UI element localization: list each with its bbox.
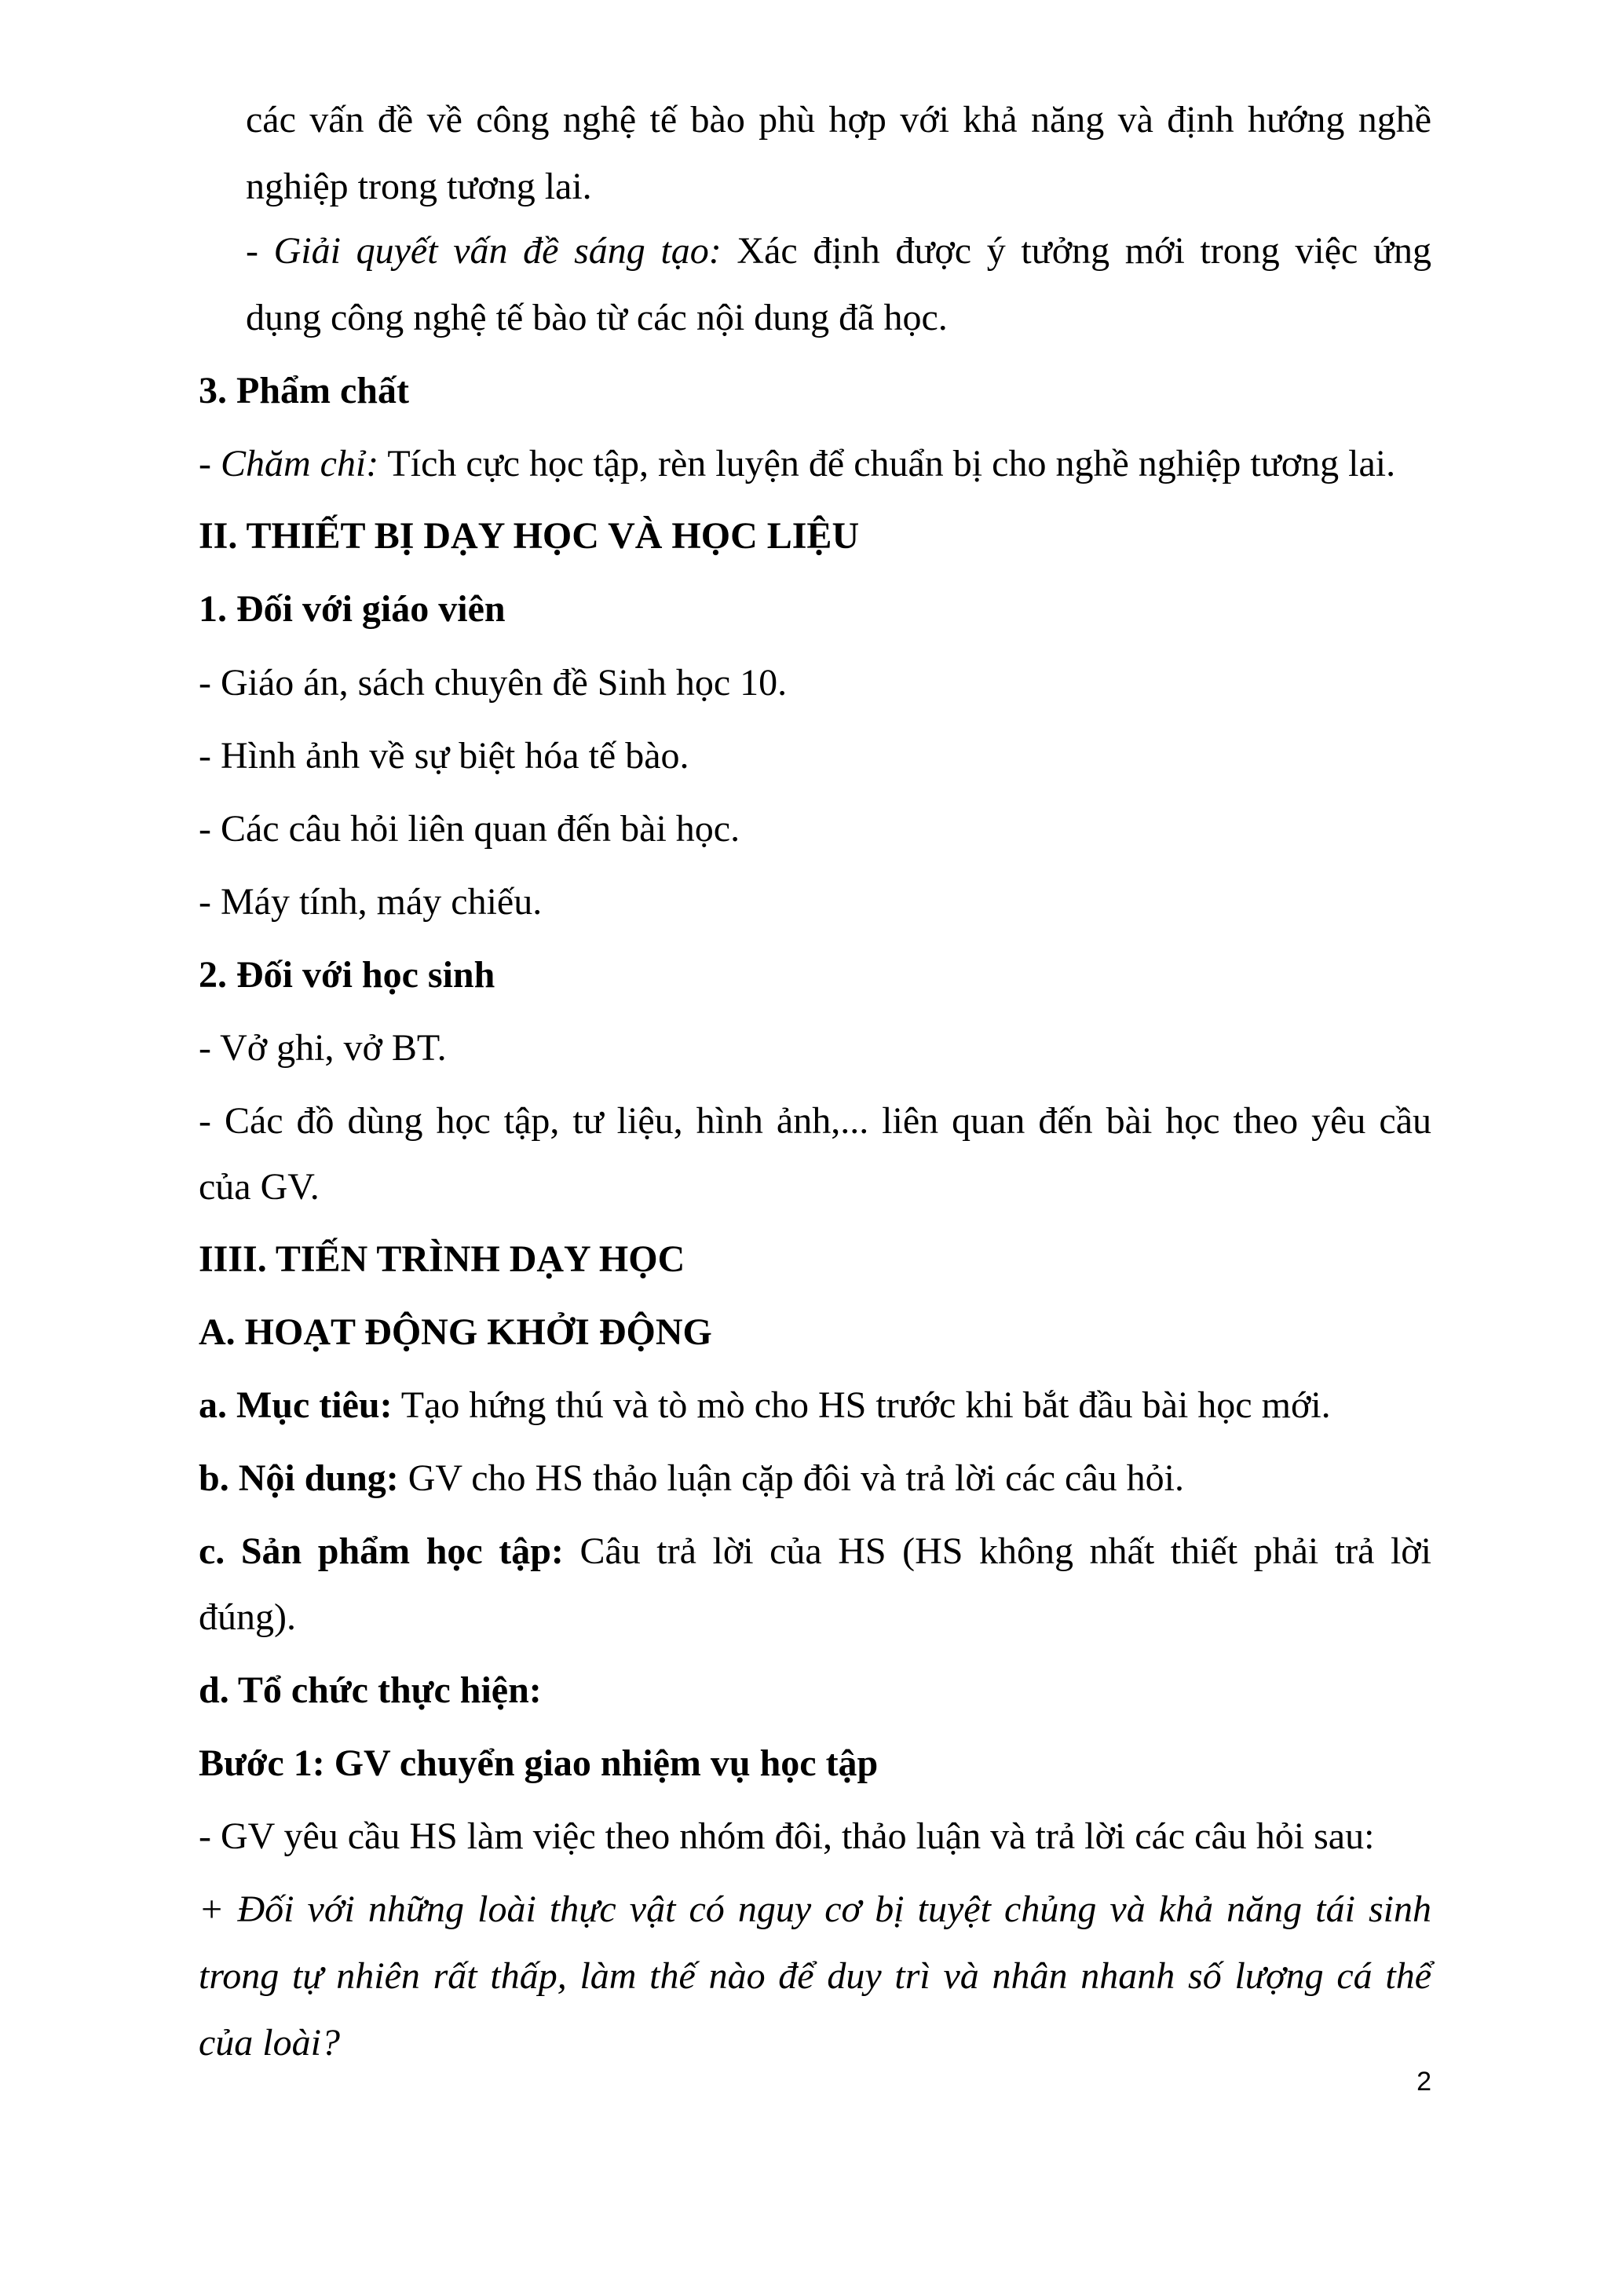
paragraph-line bbox=[199, 442, 1431, 486]
text: nghiệp trong tương lai. bbox=[246, 166, 592, 207]
paragraph-line bbox=[199, 1457, 1431, 1501]
text: - Máy tính, máy chiếu. bbox=[199, 881, 543, 923]
text: của GV. bbox=[199, 1166, 320, 1208]
label: b. Nội dung: bbox=[199, 1457, 399, 1499]
text: - Các đồ dùng học tập, tư liệu, hình ảnh,... liên quan đến bài học theo yêu cầu bbox=[199, 1100, 1431, 1142]
section-heading bbox=[199, 1311, 1431, 1355]
question-line bbox=[199, 1954, 1431, 1998]
section-heading bbox=[199, 1238, 1431, 1281]
label: a. Mục tiêu: bbox=[199, 1384, 393, 1426]
question-line bbox=[199, 1888, 1431, 1932]
paragraph-line bbox=[199, 1165, 1431, 1209]
list-item bbox=[199, 807, 1431, 851]
heading-text: 3. Phẩm chất bbox=[199, 370, 409, 411]
list-item bbox=[199, 734, 1431, 778]
paragraph-line bbox=[199, 1384, 1431, 1428]
text: - bbox=[199, 443, 221, 484]
list-item bbox=[199, 880, 1431, 924]
italic-text: + Đối với những loài thực vật có nguy cơ bị tuyệt chủng và khả năng tái sinh bbox=[199, 1888, 1431, 1930]
section-heading bbox=[199, 369, 1431, 413]
text: Tích cực học tập, rèn luyện để chuẩn bị cho nghề nghiệp tương lai. bbox=[378, 443, 1396, 484]
text: đúng). bbox=[199, 1596, 296, 1638]
step-heading bbox=[199, 1742, 1431, 1786]
text: các vấn đề về công nghệ tế bào phù hợp với khả năng và định hướng nghề bbox=[246, 99, 1431, 141]
paragraph-line bbox=[246, 296, 1431, 340]
text: Câu trả lời của HS (HS không nhất thiết phải trả lời bbox=[563, 1530, 1431, 1572]
list-item bbox=[199, 661, 1431, 705]
label: c. Sản phẩm học tập: bbox=[199, 1530, 564, 1572]
text: - Hình ảnh về sự biệt hóa tế bào. bbox=[199, 735, 689, 777]
subsection-heading bbox=[199, 953, 1431, 997]
text: - Vở ghi, vở BT. bbox=[199, 1027, 447, 1069]
heading-text: Bước 1: GV chuyển giao nhiệm vụ học tập bbox=[199, 1742, 879, 1784]
paragraph-line bbox=[246, 98, 1431, 142]
paragraph-line bbox=[199, 1815, 1431, 1859]
heading-text: d. Tổ chức thực hiện: bbox=[199, 1669, 542, 1711]
subsection-heading bbox=[199, 1669, 1431, 1713]
heading-text: 2. Đối với học sinh bbox=[199, 954, 495, 996]
italic-text: trong tự nhiên rất thấp, làm thế nào để duy trì và nhân nhanh số lượng cá thể bbox=[199, 1955, 1431, 1997]
section-heading bbox=[199, 514, 1431, 558]
page-number: 2 bbox=[1416, 2067, 1431, 2097]
subsection-heading bbox=[199, 587, 1431, 631]
list-item bbox=[199, 1099, 1431, 1143]
text: Tạo hứng thú và tò mò cho HS trước khi bắt đầu bài học mới. bbox=[392, 1384, 1331, 1426]
question-line bbox=[199, 2021, 1431, 2065]
heading-text: A. HOẠT ĐỘNG KHỞI ĐỘNG bbox=[199, 1311, 712, 1353]
text: Xác định được ý tưởng mới trong việc ứng bbox=[721, 230, 1432, 272]
paragraph-line bbox=[199, 1530, 1431, 1574]
paragraph-line bbox=[246, 165, 1431, 209]
text: GV cho HS thảo luận cặp đôi và trả lời các câu hỏi. bbox=[398, 1457, 1184, 1499]
text: - GV yêu cầu HS làm việc theo nhóm đôi, thảo luận và trả lời các câu hỏi sau: bbox=[199, 1815, 1375, 1857]
italic-term: Chăm chỉ: bbox=[220, 443, 379, 484]
text: - Giáo án, sách chuyên đề Sinh học 10. bbox=[199, 662, 788, 704]
heading-text: II. THIẾT BỊ DẠY HỌC VÀ HỌC LIỆU bbox=[199, 515, 860, 557]
heading-text: 1. Đối với giáo viên bbox=[199, 588, 506, 630]
paragraph-line bbox=[246, 229, 1431, 273]
italic-text: của loài? bbox=[199, 2022, 340, 2064]
paragraph-line bbox=[199, 1596, 1431, 1640]
list-item bbox=[199, 1026, 1431, 1070]
text: dụng công nghệ tế bào từ các nội dung đã học. bbox=[246, 297, 948, 338]
italic-term: - Giải quyết vấn đề sáng tạo: bbox=[246, 230, 722, 272]
heading-text: IIII. TIẾN TRÌNH DẠY HỌC bbox=[199, 1238, 685, 1280]
text: - Các câu hỏi liên quan đến bài học. bbox=[199, 808, 740, 850]
